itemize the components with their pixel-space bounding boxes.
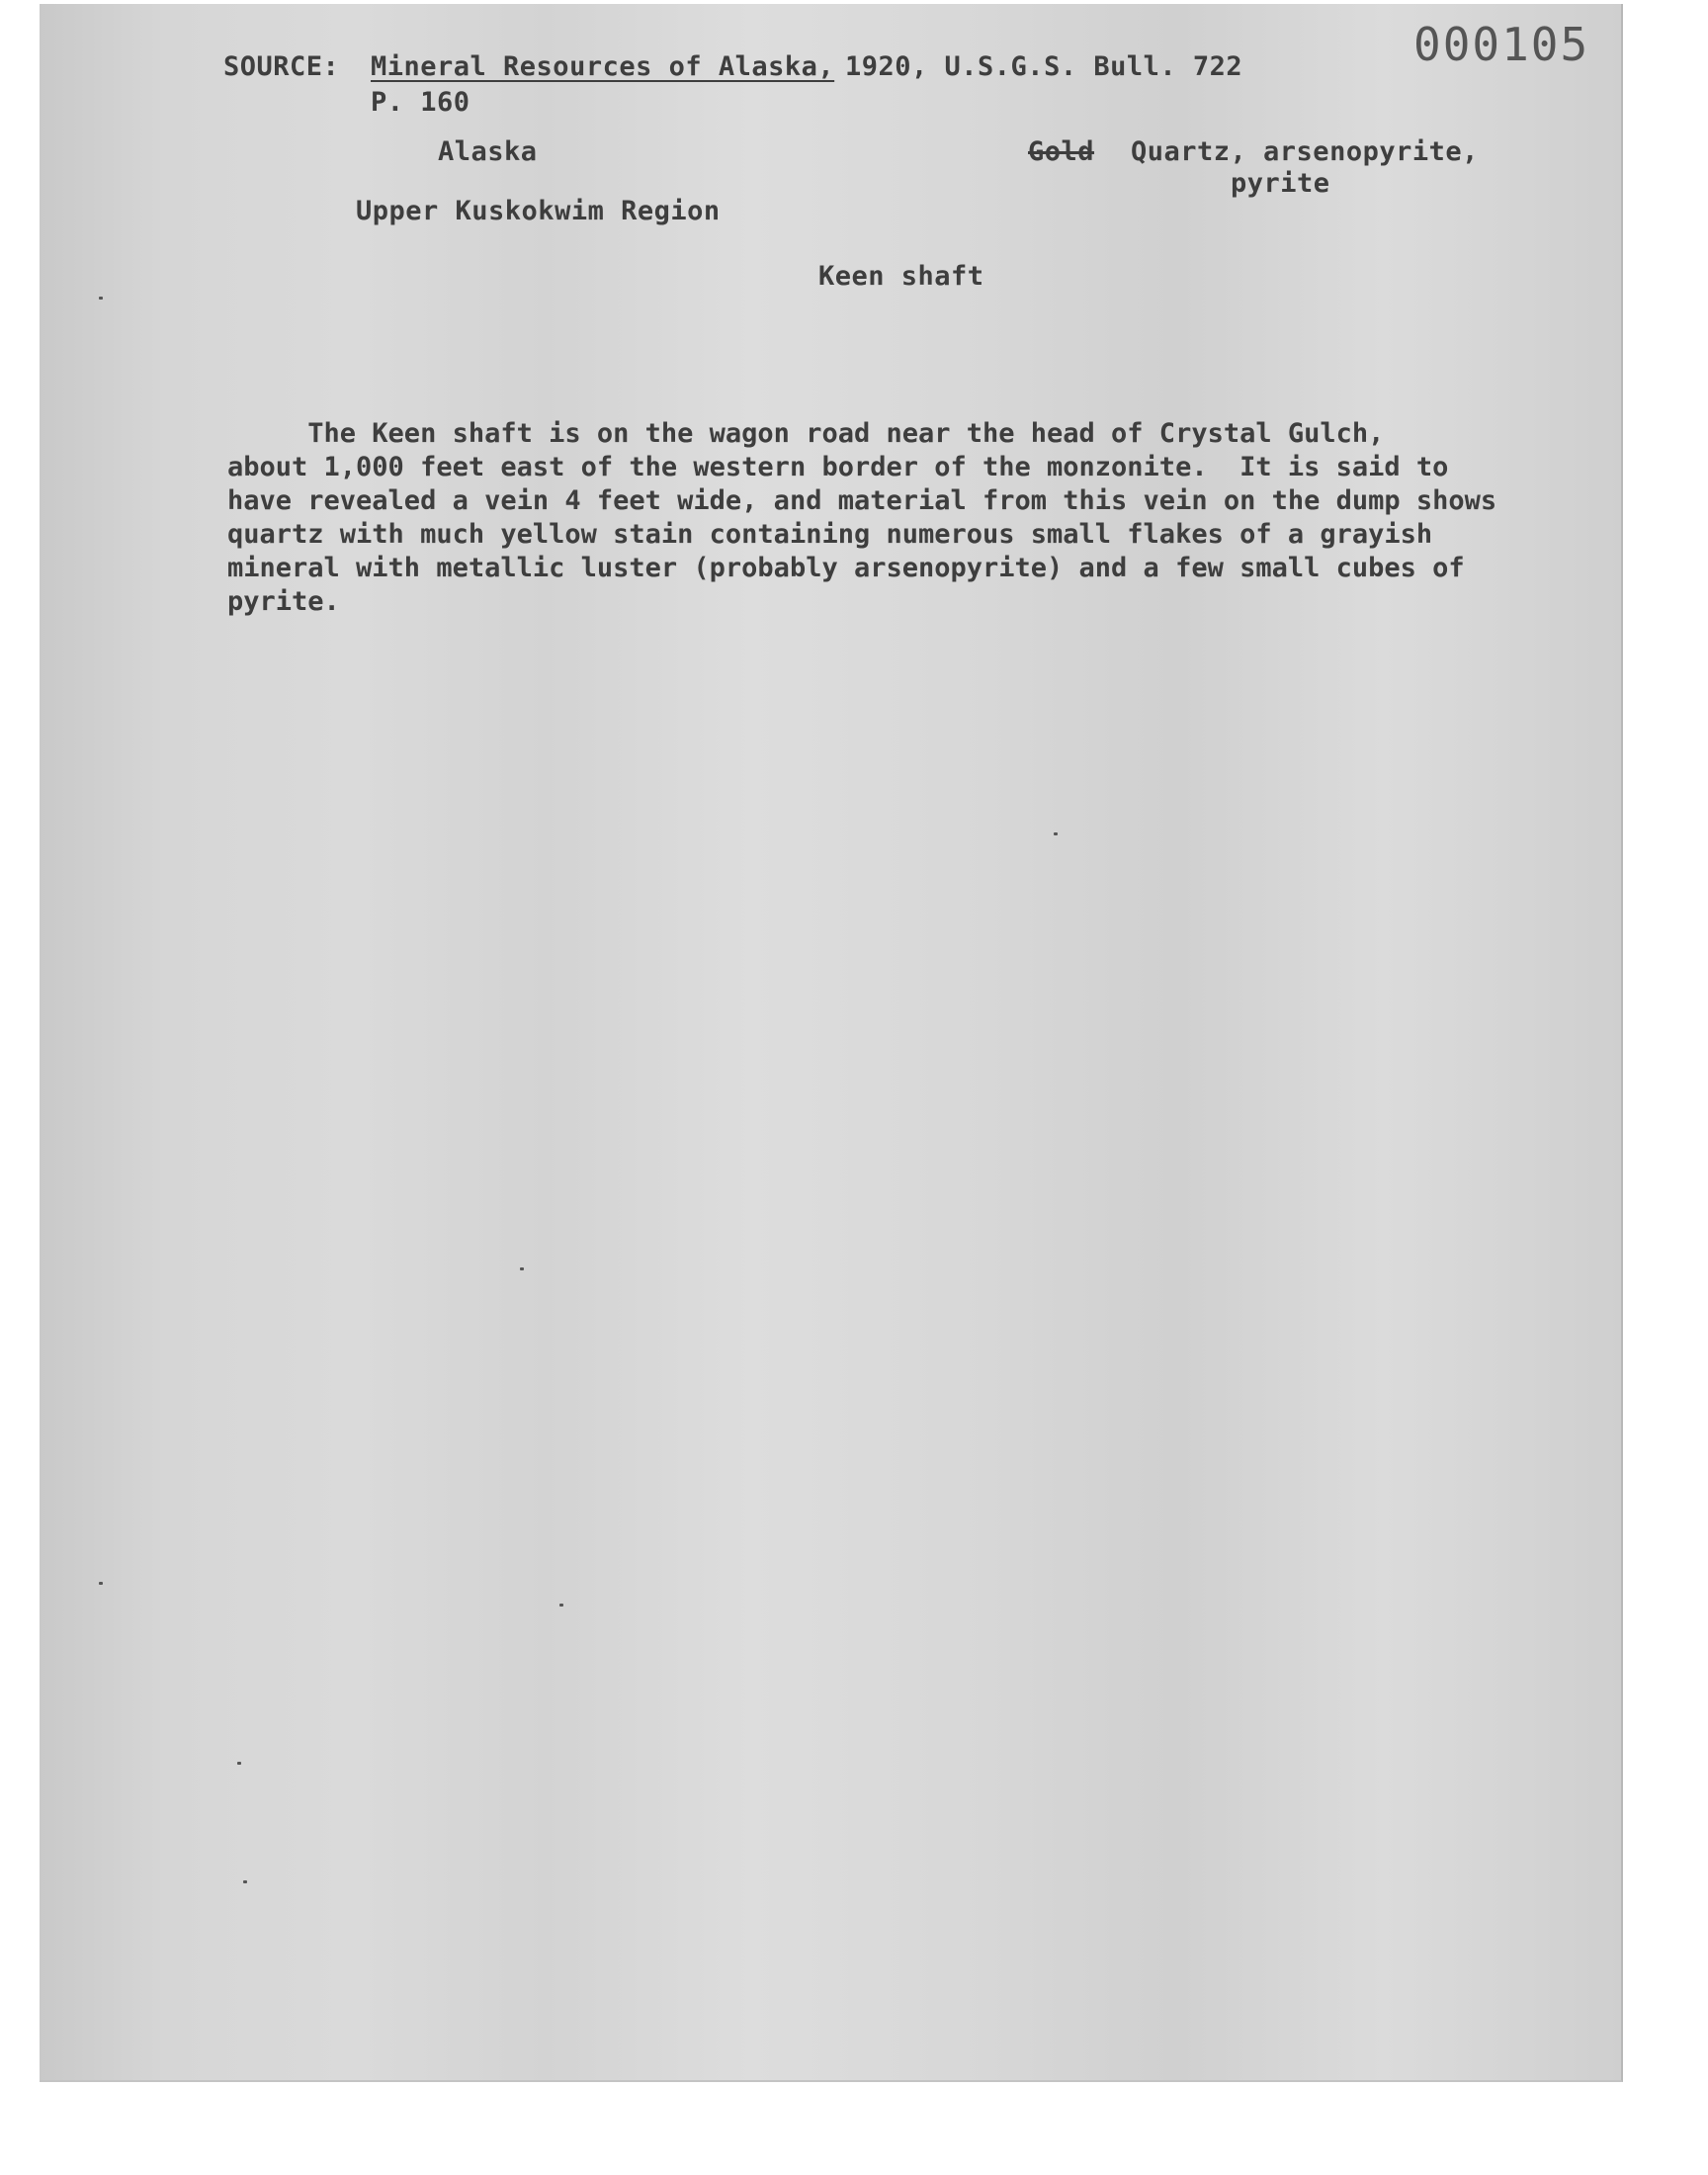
source-page: P. 160 xyxy=(371,87,470,118)
commodities-line-2: pyrite xyxy=(1231,168,1330,199)
paper-speck xyxy=(559,1604,563,1607)
source-label: SOURCE: xyxy=(223,51,340,82)
paper-speck xyxy=(99,297,103,300)
paper-speck xyxy=(99,1582,103,1585)
paper-speck xyxy=(1054,832,1058,835)
paper-speck xyxy=(243,1880,247,1883)
body-line: have revealed a vein 4 feet wide, and material from this vein on the dump shows xyxy=(227,485,1497,516)
commodity-struck-word: Gold xyxy=(1028,136,1095,167)
body-line: mineral with metallic luster (probably arsenopyrite) and a few small cubes of xyxy=(227,553,1465,583)
document-page xyxy=(40,4,1623,2082)
paper-speck xyxy=(237,1762,241,1765)
body-line: quartz with much yellow stain containing numerous small flakes of a grayish xyxy=(227,519,1433,550)
paper-speck xyxy=(520,1267,524,1270)
heading: Keen shaft xyxy=(818,261,984,292)
body-line: The Keen shaft is on the wagon road near the head of Crystal Gulch, xyxy=(227,418,1385,449)
location-state: Alaska xyxy=(438,136,538,167)
body-line: pyrite. xyxy=(227,586,340,617)
document-number: 000105 xyxy=(1413,18,1590,71)
location-region: Upper Kuskokwim Region xyxy=(356,196,721,226)
body-paragraph xyxy=(227,417,1611,619)
source-citation: 1920, U.S.G.S. Bull. 722 xyxy=(845,51,1243,82)
body-line: about 1,000 feet east of the western border of the monzonite. It is said to xyxy=(227,452,1449,482)
commodities-line-1: Quartz, arsenopyrite, xyxy=(1131,136,1479,167)
source-title: Mineral Resources of Alaska, xyxy=(371,51,835,82)
